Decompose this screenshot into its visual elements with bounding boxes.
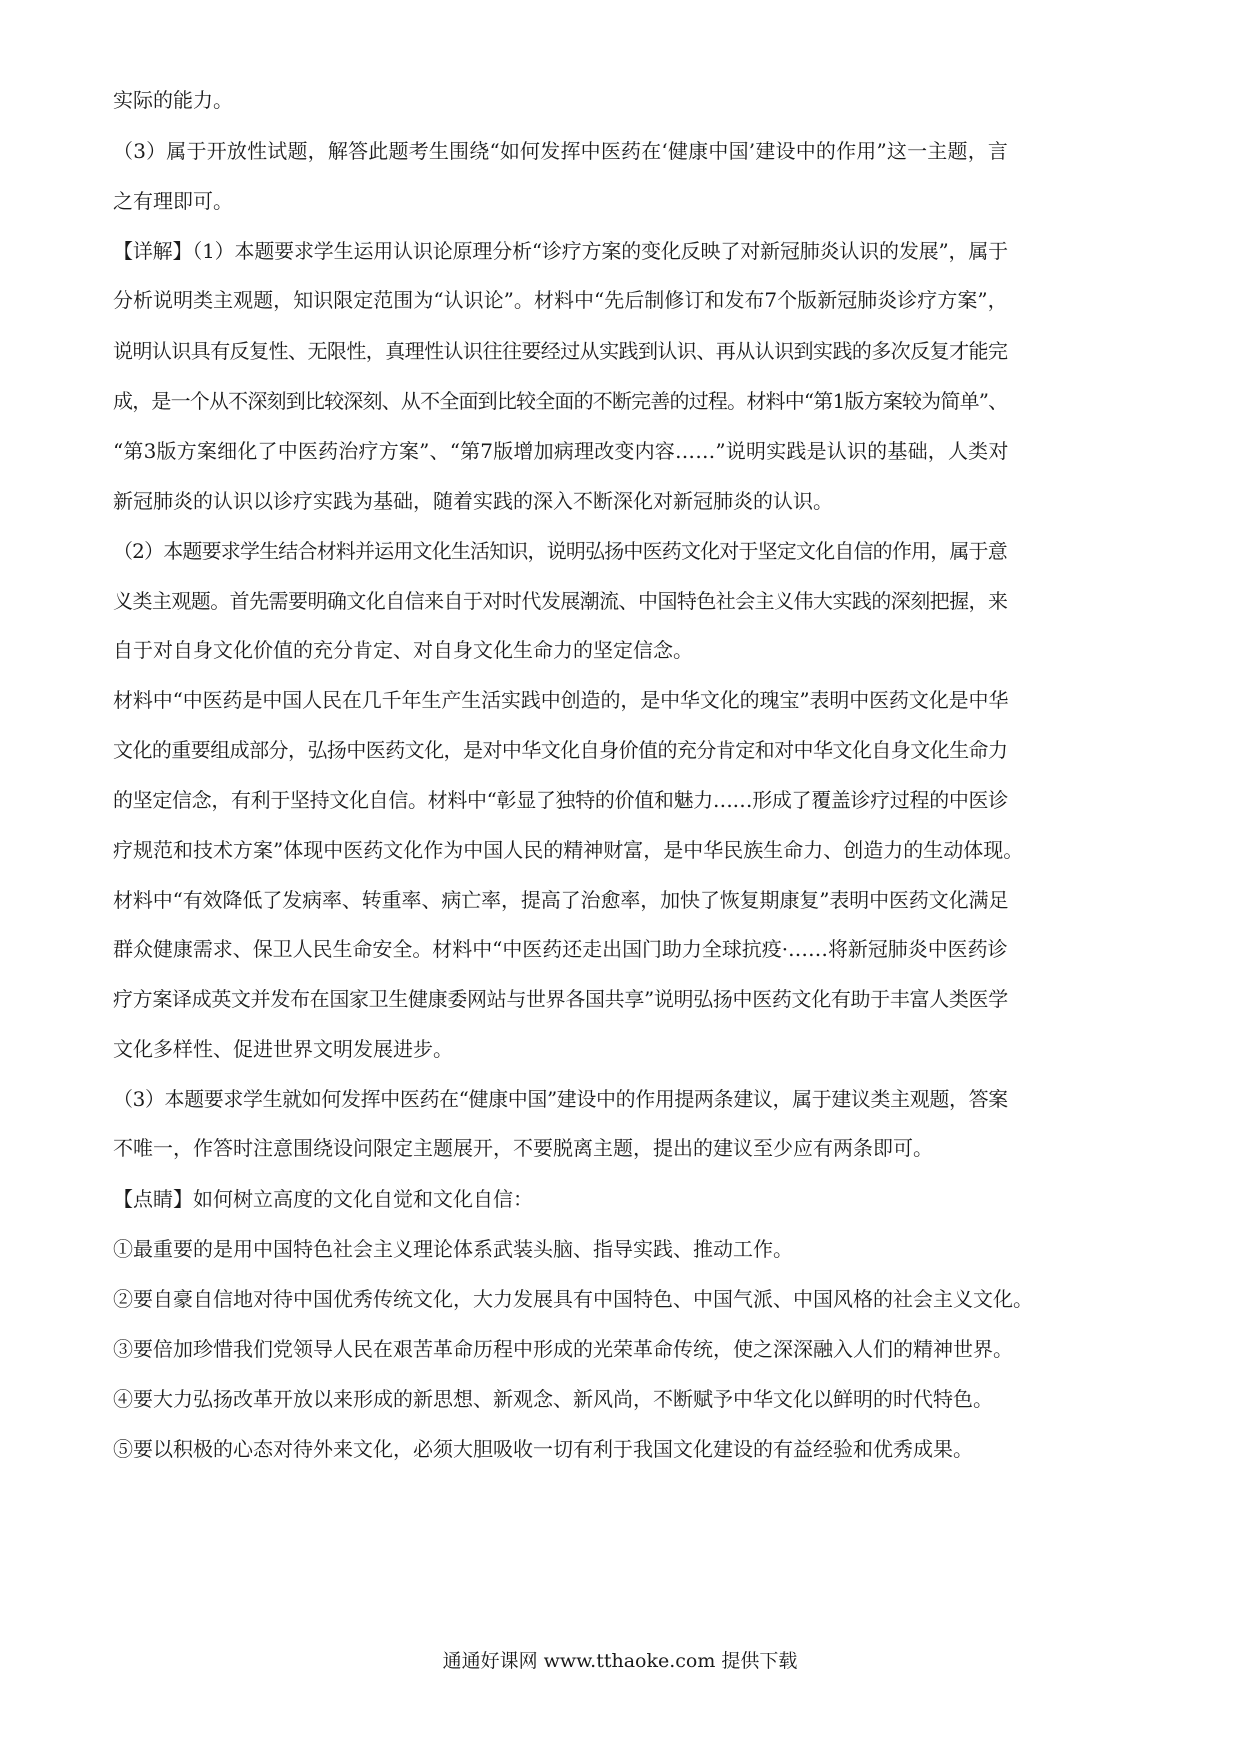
text-line: 文化多样性、促进世界文明发展进步。 bbox=[113, 1037, 453, 1061]
text-line: （2）本题要求学生结合材料并运用文化生活知识，说明弘扬中医药文化对于坚定文化自信的作用，属于意 bbox=[113, 539, 1007, 563]
text-line: 实际的能力。 bbox=[113, 88, 233, 112]
text-line: “第3版方案细化了中医药治疗方案”、“第7版增加病理改变内容……”说明实践是认识的基础，人类对 bbox=[113, 439, 1009, 463]
text-line: 分析说明类主观题，知识限定范围为“认识论”。材料中“先后制修订和发布7个版新冠肺炎诊疗方案”， bbox=[113, 288, 1008, 312]
text-line: 材料中“有效降低了发病率、转重率、病亡率，提高了治愈率，加快了恢复期康复”表明中医药文化满足 bbox=[113, 888, 1009, 912]
text-line: 材料中“中医药是中国人民在几千年生产生活实践中创造的，是中华文化的瑰宝”表明中医药文化是中华 bbox=[113, 688, 1009, 712]
text-line: ②要自豪自信地对待中国优秀传统文化，大力发展具有中国特色、中国气派、中国风格的社会主义文化。 bbox=[113, 1287, 1033, 1311]
text-line: ⑤要以积极的心态对待外来文化，必须大胆吸收一切有利于我国文化建设的有益经验和优秀成果。 bbox=[113, 1437, 973, 1461]
text-line: ①最重要的是用中国特色社会主义理论体系武装头脑、指导实践、推动工作。 bbox=[113, 1237, 793, 1261]
text-line: 义类主观题。首先需要明确文化自信来自于对时代发展潮流、中国特色社会主义伟大实践的深刻把握，来 bbox=[113, 589, 1008, 613]
text-line: 文化的重要组成部分，弘扬中医药文化，是对中华文化自身价值的充分肯定和对中华文化自身文化生命力 bbox=[113, 738, 1008, 762]
text-line: 新冠肺炎的认识以诊疗实践为基础，随着实践的深入不断深化对新冠肺炎的认识。 bbox=[113, 489, 833, 513]
text-line: 群众健康需求、保卫人民生命安全。材料中“中医药还走出国门助力全球抗疫·……将新冠肺炎中医药诊 bbox=[113, 937, 1008, 961]
text-line: 自于对自身文化价值的充分肯定、对自身文化生命力的坚定信念。 bbox=[113, 638, 693, 662]
text-line: 之有理即可。 bbox=[113, 189, 233, 213]
page-footer: 通通好课网 www.tthaoke.com 提供下载 bbox=[442, 1650, 798, 1672]
text-line: 不唯一，作答时注意围绕设问限定主题展开，不要脱离主题，提出的建议至少应有两条即可。 bbox=[113, 1136, 933, 1160]
text-line: ④要大力弘扬改革开放以来形成的新思想、新观念、新风尚，不断赋予中华文化以鲜明的时代特色。 bbox=[113, 1387, 993, 1411]
text-line: ③要倍加珍惜我们党领导人民在艰苦革命历程中形成的光荣革命传统，使之深深融入人们的精神世界。 bbox=[113, 1337, 1013, 1361]
text-line: 疗规范和技术方案”体现中医药文化作为中国人民的精神财富，是中华民族生命力、创造力的生动体现。 bbox=[113, 838, 1024, 862]
text-line: 成，是一个从不深刻到比较深刻、从不全面到比较全面的不断完善的过程。材料中“第1版方案较为简单”、 bbox=[113, 389, 1008, 413]
text-line: （3）本题要求学生就如何发挥中医药在“健康中国”建设中的作用提两条建议，属于建议类主观题，答案 bbox=[113, 1087, 1008, 1111]
text-line: （3）属于开放性试题，解答此题考生围绕“如何发挥中医药在‘健康中国’建设中的作用”这一主题，言 bbox=[113, 139, 1009, 163]
text-line: 【点睛】如何树立高度的文化自觉和文化自信： bbox=[113, 1187, 533, 1211]
text-line: 疗方案译成英文并发布在国家卫生健康委网站与世界各国共享”说明弘扬中医药文化有助于丰富人类医学 bbox=[113, 987, 1008, 1011]
text-line: 【详解】（1）本题要求学生运用认识论原理分析“诊疗方案的变化反映了对新冠肺炎认识的发展”，属于 bbox=[113, 239, 1008, 263]
text-line: 说明认识具有反复性、无限性，真理性认识往往要经过从实践到认识、再从认识到实践的多次反复才能完 bbox=[113, 339, 1008, 363]
text-line: 的坚定信念，有利于坚持文化自信。材料中“彰显了独特的价值和魅力……形成了覆盖诊疗过程的中医诊 bbox=[113, 788, 1008, 812]
